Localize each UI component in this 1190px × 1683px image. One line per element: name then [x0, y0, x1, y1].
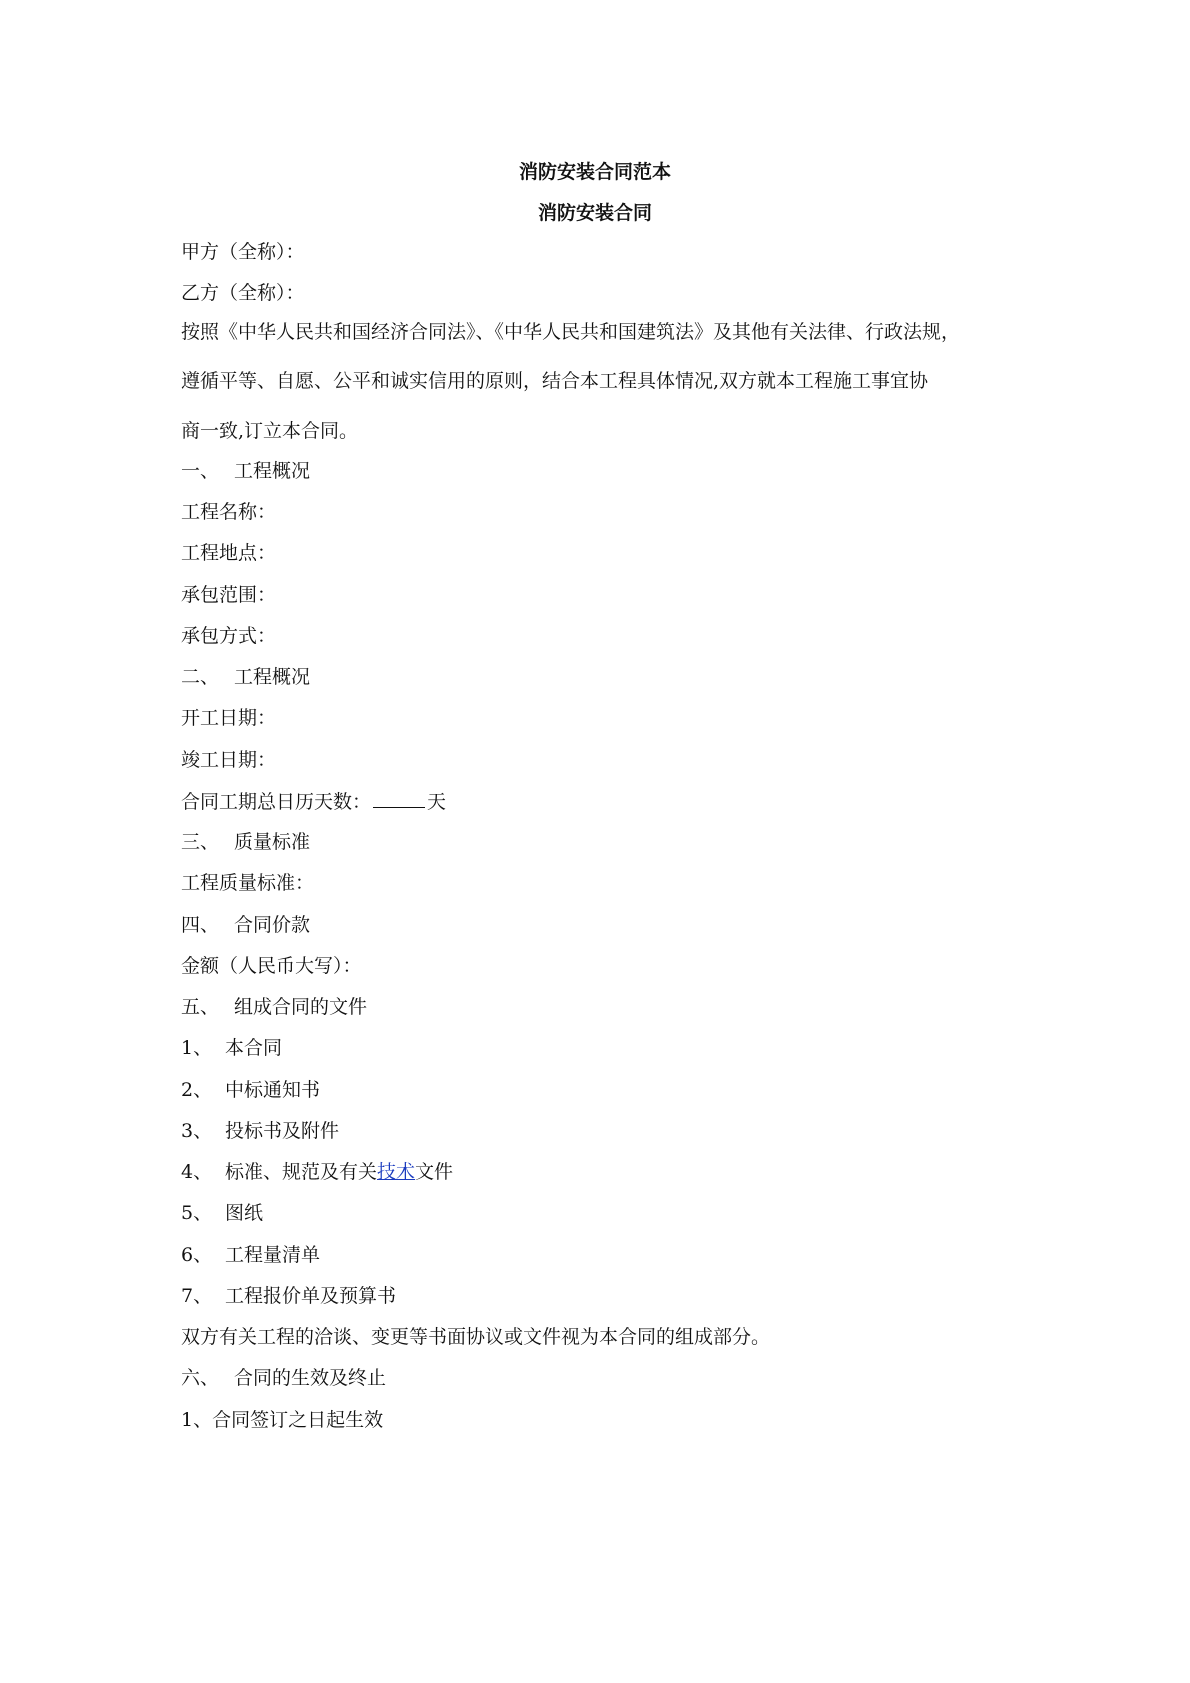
effective-clause: 1、合同签订之日起生效	[181, 1409, 384, 1431]
start-date-field: 开工日期：	[181, 707, 277, 729]
list-item	[181, 1078, 320, 1102]
documents-note: 双方有关工程的洽谈、变更等书面协议或文件视为本合同的组成部分。	[181, 1326, 771, 1348]
preamble-line-2: 遵循平等、自愿、公平和诚实信用的原则，结合本工程具体情况,双方就本工程施工事宜协	[181, 370, 929, 392]
contract-subtitle: 消防安装合同	[537, 202, 652, 224]
section-number: 二、	[181, 666, 220, 688]
item-text-before: 标准、规范及有关	[225, 1161, 378, 1183]
party-a-label: 甲方（全称）：	[181, 241, 305, 263]
preamble-line-1: 按照《中华人民共和国经济合同法》、《中华人民共和国建筑法》及其他有关法律、行政法规，	[181, 321, 961, 343]
section-number: 三、	[181, 831, 220, 853]
list-item	[181, 1119, 339, 1143]
duration-field	[181, 789, 446, 814]
section-title: 工程概况	[234, 666, 311, 688]
item-text-after: 文件	[415, 1161, 454, 1183]
item-number: 4、	[181, 1161, 213, 1183]
list-item	[181, 1160, 453, 1184]
item-text: 中标通知书	[225, 1079, 321, 1101]
item-text: 投标书及附件	[225, 1120, 340, 1142]
contract-scope-field: 承包范围：	[181, 584, 277, 606]
section-title: 合同的生效及终止	[234, 1367, 387, 1389]
section-5-heading	[181, 995, 367, 1019]
party-b-label: 乙方（全称）：	[181, 282, 305, 304]
project-name-field: 工程名称：	[181, 501, 277, 523]
section-number: 一、	[181, 460, 220, 482]
section-6-heading	[181, 1366, 386, 1390]
project-location-field: 工程地点：	[181, 542, 277, 564]
item-number: 7、	[181, 1285, 213, 1307]
section-1-heading	[181, 459, 310, 483]
section-4-heading	[181, 913, 310, 937]
duration-unit: 天	[427, 791, 447, 813]
list-item	[181, 1284, 396, 1308]
section-number: 四、	[181, 914, 220, 936]
section-title: 质量标准	[234, 831, 311, 853]
section-title: 工程概况	[234, 460, 311, 482]
technology-link[interactable]: 技术	[377, 1161, 416, 1183]
item-text: 工程量清单	[225, 1244, 321, 1266]
quality-standard-field: 工程质量标准：	[181, 872, 315, 894]
list-item	[181, 1243, 320, 1267]
item-number: 6、	[181, 1244, 213, 1266]
contract-method-field: 承包方式：	[181, 625, 277, 647]
section-title: 组成合同的文件	[234, 996, 368, 1018]
item-text: 本合同	[225, 1037, 283, 1059]
section-number: 五、	[181, 996, 220, 1018]
section-title: 合同价款	[234, 914, 311, 936]
item-text: 工程报价单及预算书	[225, 1285, 397, 1307]
list-item	[181, 1036, 282, 1060]
item-number: 3、	[181, 1120, 213, 1142]
section-2-heading	[181, 665, 310, 689]
item-number: 1、	[181, 1037, 213, 1059]
item-number: 2、	[181, 1079, 213, 1101]
section-3-heading	[181, 830, 310, 854]
list-item	[181, 1201, 263, 1225]
preamble-line-3: 商一致,订立本合同。	[181, 420, 359, 442]
item-number: 5、	[181, 1202, 213, 1224]
item-text: 图纸	[225, 1202, 264, 1224]
completion-date-field: 竣工日期：	[181, 749, 277, 771]
document-title: 消防安装合同范本	[518, 161, 671, 183]
duration-blank	[373, 789, 425, 808]
amount-field: 金额（人民币大写）：	[181, 955, 362, 977]
section-number: 六、	[181, 1367, 220, 1389]
duration-label: 合同工期总日历天数：	[181, 791, 372, 813]
